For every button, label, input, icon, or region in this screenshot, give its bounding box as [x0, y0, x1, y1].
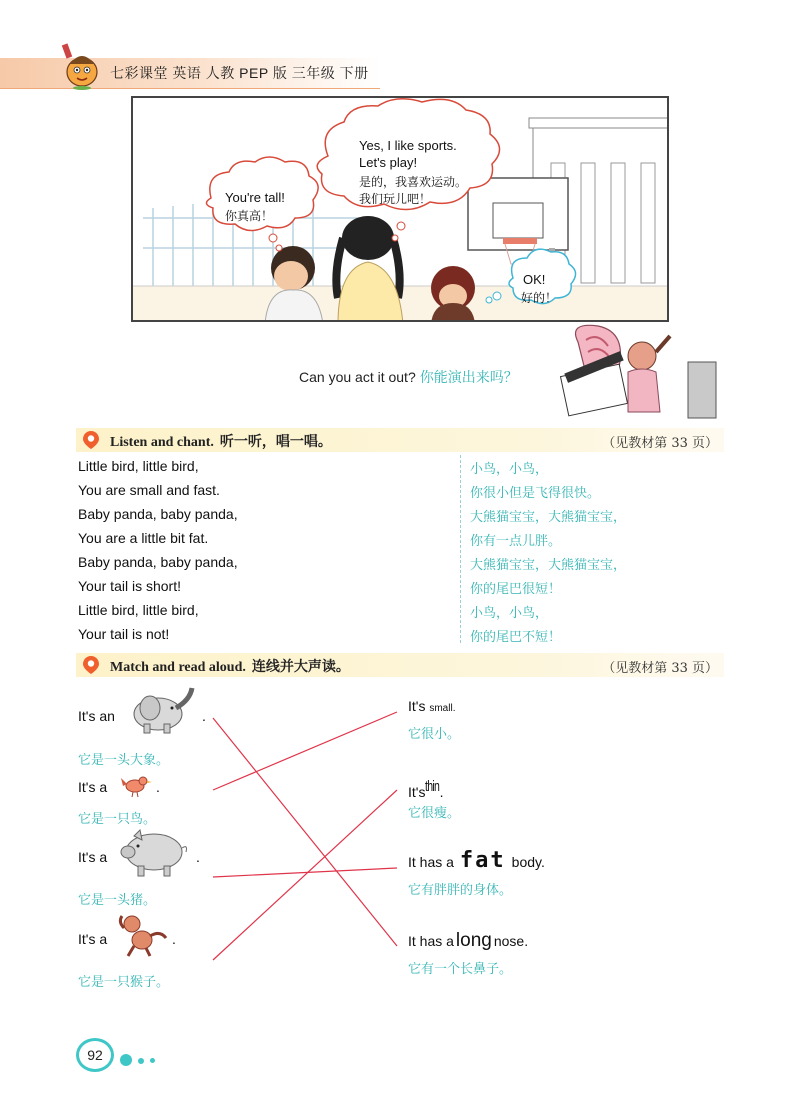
match-line: [213, 790, 397, 960]
match-right-3-cn: 它有胖胖的身体。: [408, 883, 513, 898]
match-left-2-cn: 它是一只鸟。: [78, 812, 157, 827]
location-pin-icon: [82, 430, 100, 450]
match-right-1-text: [408, 698, 455, 714]
header-rule: [0, 88, 380, 89]
listen-section-ref: （见教材第 33 页）: [602, 436, 718, 451]
chant-line-cn: 小鸟，小鸟，: [470, 606, 549, 621]
match-right-4-cn: 它有一个长鼻子。: [408, 962, 513, 977]
chant-line-en: Little bird, little bird,: [78, 602, 199, 618]
match-right-3-post: body.: [511, 854, 545, 870]
chant-line-en: Baby panda, baby panda,: [78, 506, 238, 522]
bubble-middle-cn1: 是的，我喜欢运动。: [359, 175, 468, 189]
bubble-middle-en1: Yes, I like sports.: [359, 138, 457, 153]
match-right-1-cn: 它很小。: [408, 727, 461, 742]
match-line: [213, 712, 397, 790]
chant-line-cn: 大熊猫宝宝，大熊猫宝宝，: [470, 510, 627, 525]
page-dot: [150, 1058, 155, 1063]
comic-scene: [133, 98, 669, 322]
match-title-en: Match and read aloud.: [110, 660, 246, 675]
act-out-cn: 你能演出来吗？: [419, 370, 518, 386]
match-right-2-pre: It's: [408, 784, 426, 800]
match-section-ref: （见教材第 33 页）: [602, 661, 718, 676]
listen-section-title: [110, 431, 332, 451]
bird-icon: [119, 772, 155, 798]
match-left-3-text: It's a: [78, 849, 108, 865]
chant-line-en: Little bird, little bird,: [78, 458, 199, 474]
chant-line-en: You are small and fast.: [78, 482, 220, 498]
chant-line-cn: 你的尾巴很短！: [470, 582, 562, 597]
chant-line-en: Baby panda, baby panda,: [78, 554, 238, 570]
chant-line-en: Your tail is not!: [78, 626, 170, 642]
listen-title-en: Listen and chant.: [110, 435, 214, 450]
bubble-right-cn: 好的！: [521, 291, 558, 305]
match-left-2-period: .: [156, 779, 160, 795]
match-right-2-word: thin: [425, 778, 440, 795]
bubble-right-en: OK!: [523, 272, 546, 287]
pig-icon: [118, 826, 192, 878]
match-right-3-word: fat: [459, 848, 506, 873]
location-pin-icon: [82, 655, 100, 675]
match-right-2-post: .: [439, 784, 444, 800]
bubble-middle-cn2: 我们玩儿吧！: [359, 192, 432, 206]
chant-divider: [460, 455, 461, 643]
match-section-header: [76, 653, 724, 677]
bubble-left-cn: 你真高！: [225, 209, 274, 223]
chant-line-cn: 你有一点儿胖。: [470, 534, 562, 549]
bubble-middle-en2: Let's play!: [359, 155, 418, 170]
match-left-4-text: It's a: [78, 931, 108, 947]
mascot-icon: [58, 42, 106, 90]
chant-line-cn: 大熊猫宝宝，大熊猫宝宝，: [470, 558, 627, 573]
chant-line-cn: 小鸟，小鸟，: [470, 462, 549, 477]
chant-line-cn: 你很小但是飞得很快。: [470, 486, 601, 501]
page-dot: [138, 1058, 144, 1064]
listen-title-cn: 听一听，唱一唱。: [219, 434, 332, 450]
match-left-4-cn: 它是一只猴子。: [78, 975, 170, 990]
match-right-4-pre: It has a: [408, 933, 454, 949]
header-title: 七彩课堂 英语 人教 PEP 版 三年级 下册: [110, 65, 369, 81]
match-right-4-post: nose.: [493, 933, 529, 949]
chant-line-cn: 你的尾巴不短！: [470, 630, 562, 645]
match-line: [213, 718, 397, 946]
match-right-1-pre: It's: [408, 698, 426, 714]
listen-section-header: [76, 428, 724, 452]
act-out-prompt: [299, 367, 518, 387]
match-right-3-pre: It has a: [408, 854, 454, 870]
match-section-title: [110, 656, 350, 676]
match-left-2-text: It's a: [78, 779, 108, 795]
match-line: [213, 868, 397, 877]
monkey-icon: [116, 912, 170, 958]
bubble-left-en: You're tall!: [225, 190, 285, 205]
match-left-1-period: .: [202, 708, 206, 724]
match-right-4-word: long: [455, 930, 492, 951]
match-left-4-period: .: [172, 931, 176, 947]
match-right-1-word: small: [429, 703, 453, 714]
chant-line-en: Your tail is short!: [78, 578, 181, 594]
elephant-icon: [128, 686, 198, 734]
match-title-cn: 连线并大声读。: [251, 659, 350, 675]
comic-illustration: [131, 96, 669, 322]
match-left-1-text: It's an: [78, 708, 115, 724]
chant-line-en: You are a little bit fat.: [78, 530, 209, 546]
match-right-2-text: [408, 778, 444, 800]
page-number-text: 92: [87, 1047, 103, 1063]
match-right-2-cn: 它很瘦。: [408, 806, 461, 821]
act-out-en: Can you act it out?: [299, 369, 416, 385]
match-right-1-post: .: [452, 703, 456, 714]
match-left-3-cn: 它是一头猪。: [78, 893, 157, 908]
match-right-4-text: [408, 930, 528, 952]
squirrel-clapperboard-icon: [558, 322, 726, 422]
match-right-3-text: [408, 848, 545, 873]
page-number: [76, 1038, 114, 1072]
match-left-1-cn: 它是一头大象。: [78, 753, 170, 768]
page-dot: [120, 1054, 132, 1066]
match-left-3-period: .: [196, 849, 200, 865]
